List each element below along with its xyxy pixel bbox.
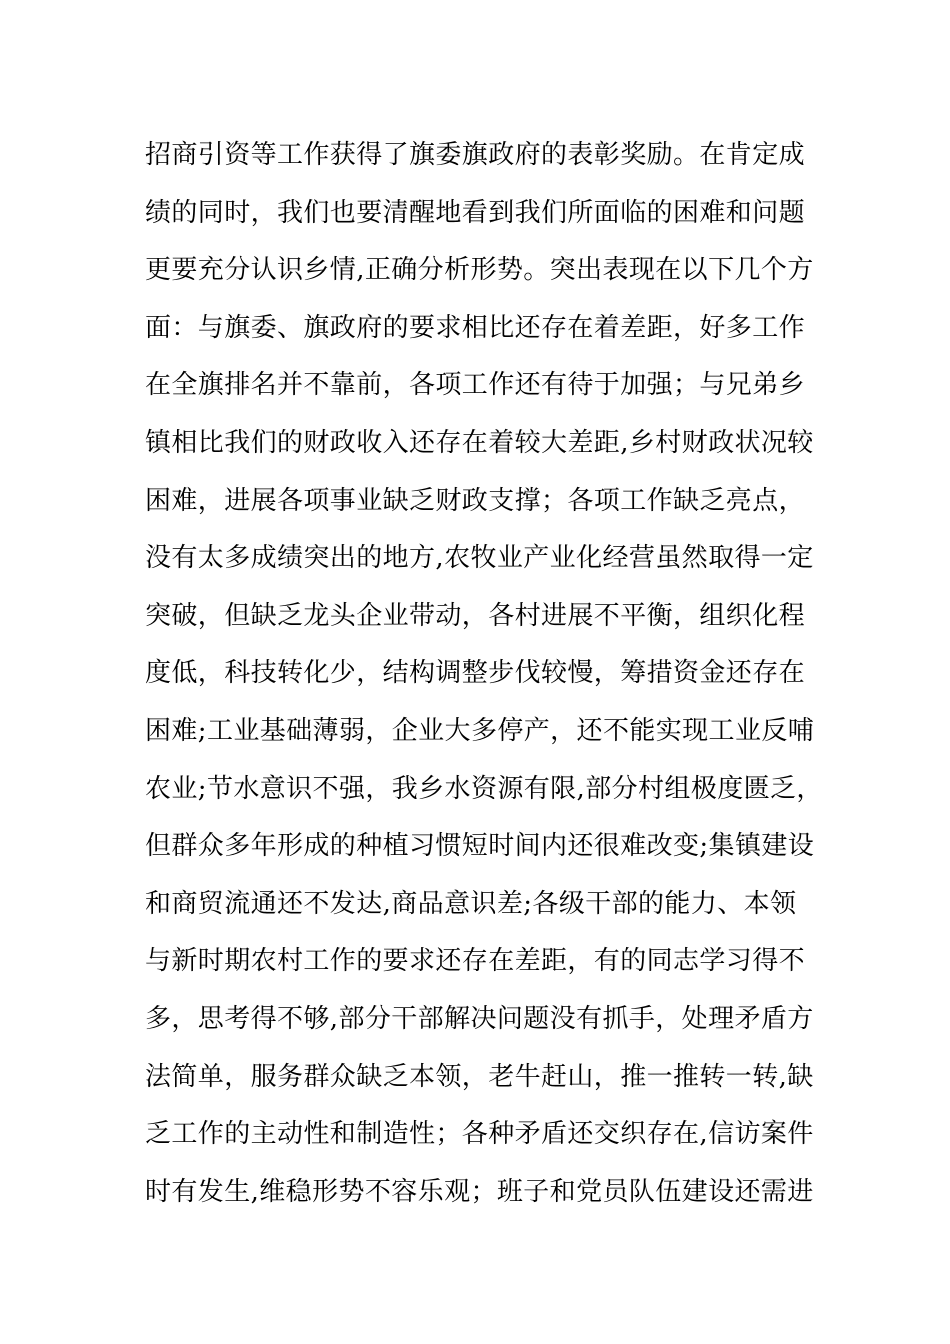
text-line: 没有太多成绩突出的地方,农牧业产业化经营虽然取得一定 [145, 543, 814, 574]
text-line: 和商贸流通还不发达,商品意识差;各级干部的能力、本领 [145, 888, 797, 919]
text-line: 度低，科技转化少，结构调整步伐较慢，筹措资金还存在 [145, 658, 806, 689]
text-line: 在全旗排名并不靠前，各项工作还有待于加强；与兄弟乡 [145, 370, 806, 401]
text-line: 多，思考得不够,部分干部解决问题没有抓手，处理矛盾方 [145, 1003, 814, 1034]
body-text [145, 127, 823, 1221]
text-line: 农业;节水意识不强，我乡水资源有限,部分村组极度匮乏， [145, 773, 823, 804]
text-line: 绩的同时，我们也要清醒地看到我们所面临的困难和问题 [145, 197, 806, 228]
text-line: 镇相比我们的财政收入还存在着较大差距,乡村财政状况较 [145, 427, 814, 458]
text-line: 面：与旗委、旗政府的要求相比还存在着差距，好多工作 [145, 312, 806, 343]
text-line: 乏工作的主动性和制造性；各种矛盾还交织存在,信访案件 [145, 1119, 814, 1150]
text-line: 困难，进展各项事业缺乏财政支撑；各项工作缺乏亮点， [145, 485, 806, 516]
text-line: 突破，但缺乏龙头企业带动，各村进展不平衡，组织化程 [145, 600, 806, 631]
text-line: 与新时期农村工作的要求还存在差距，有的同志学习得不 [145, 946, 806, 977]
text-line: 时有发生,维稳形势不容乐观；班子和党员队伍建设还需进 [145, 1176, 814, 1207]
text-line: 但群众多年形成的种植习惯短时间内还很难改变;集镇建设 [145, 831, 815, 862]
text-line: 更要充分认识乡情,正确分析形势。突出表现在以下几个方 [145, 255, 814, 286]
text-line: 招商引资等工作获得了旗委旗政府的表彰奖励。在肯定成 [145, 140, 806, 170]
text-line: 法简单，服务群众缺乏本领，老牛赶山，推一推转一转,缺 [145, 1061, 814, 1092]
text-line: 困难;工业基础薄弱，企业大多停产，还不能实现工业反哺 [145, 715, 815, 746]
